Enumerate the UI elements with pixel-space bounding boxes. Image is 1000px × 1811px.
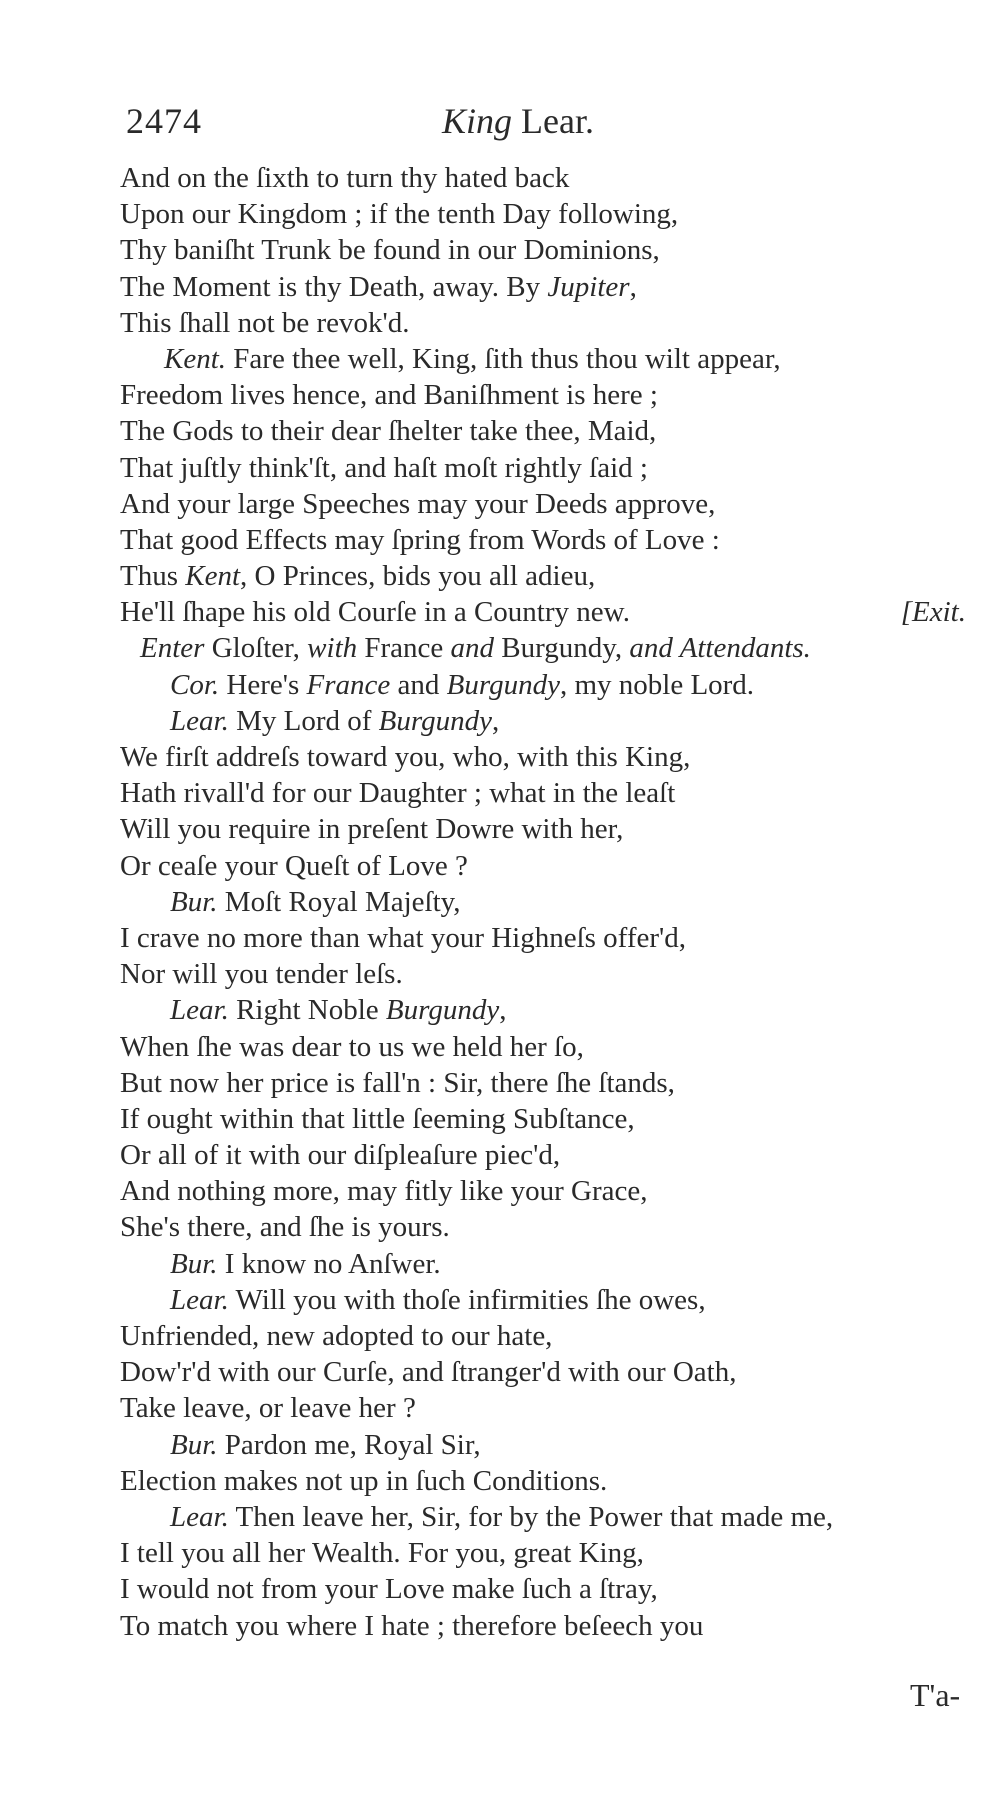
italic-text: Burgundy [385, 994, 500, 1027]
roman-text: Will you with thoſe infirmities ſhe owes, [228, 1283, 706, 1316]
roman-text: Fare thee well, King, ſith thus thou wilt appear, [226, 342, 781, 375]
roman-text: Right Noble [228, 994, 386, 1027]
roman-text: Freedom lives hence, and Baniſhment is here ; [120, 379, 658, 412]
text-line [120, 594, 980, 630]
italic-text: France [306, 668, 391, 701]
italic-text: Lear. [170, 1500, 229, 1533]
roman-text: Then leave her, Sir, for by the Power that made me, [228, 1500, 834, 1533]
roman-text: Hath rivall'd for our Daughter ; what in the leaſt [120, 777, 676, 810]
roman-text: , O Princes, bids you all adieu, [240, 560, 596, 593]
text-line [120, 1499, 980, 1535]
page-number: 2474 [126, 101, 202, 141]
roman-text: Take leave, or leave her ? [120, 1392, 416, 1425]
roman-text: , [629, 270, 637, 303]
italic-text: Enter [140, 632, 205, 665]
play-text [120, 160, 980, 1644]
text-line [120, 558, 980, 594]
text-line [120, 1427, 980, 1463]
text-line [120, 413, 980, 449]
text-line [120, 775, 980, 811]
roman-text: If ought within that little ſeeming Subſtance, [120, 1102, 635, 1135]
text-line [120, 1608, 980, 1644]
roman-text: Or all of it with our diſpleaſure piec'd, [120, 1139, 561, 1172]
text-line [120, 341, 980, 377]
catchword: T'a- [910, 1677, 961, 1713]
roman-text: That good Effects may ſpring from Words of Love : [120, 523, 720, 556]
italic-text: Burgundy [378, 704, 492, 737]
roman-text: When ſhe was dear to us we held her ſo, [120, 1030, 584, 1063]
text-line [120, 486, 980, 522]
running-header [126, 100, 946, 148]
italic-text: and [450, 632, 495, 665]
italic-text: Kent. [164, 342, 227, 375]
text-line [120, 1318, 980, 1354]
text-line [120, 232, 980, 268]
text-line [120, 811, 980, 847]
text-line [120, 305, 980, 341]
roman-text: Election makes not up in ſuch Conditions. [120, 1464, 608, 1497]
text-line [120, 522, 980, 558]
roman-text: Dow'r'd with our Curſe, and ſtranger'd with our Oath, [120, 1356, 737, 1389]
italic-text: Lear. [170, 1283, 229, 1316]
roman-text: And nothing more, may fitly like your Grace, [120, 1175, 648, 1208]
running-title-roman: Lear. [521, 101, 594, 141]
roman-text: The Gods to their dear ſhelter take thee, Maid, [120, 415, 657, 448]
text-line [120, 1101, 980, 1137]
roman-text: And your large Speeches may your Deeds approve, [120, 487, 716, 520]
text-line [120, 630, 980, 666]
roman-text: I would not from your Love make ſuch a ſtray, [120, 1573, 658, 1606]
text-line [120, 1246, 980, 1282]
roman-text: Here's [219, 668, 307, 701]
roman-text: But now her price is fall'n : Sir, there ſhe ſtands, [120, 1066, 675, 1099]
text-line [120, 1354, 980, 1390]
text-line [120, 667, 980, 703]
roman-text: Will you require in preſent Dowre with her, [120, 813, 624, 846]
roman-text: Thus [120, 560, 186, 593]
italic-text: Bur. [170, 1247, 218, 1280]
text-line [120, 920, 980, 956]
text-line [120, 1173, 980, 1209]
italic-text: Cor. [170, 668, 220, 701]
text-line [120, 1571, 980, 1607]
roman-text: And on the ſixth to turn thy hated back [120, 162, 570, 194]
italic-text: with [307, 632, 358, 665]
text-line [120, 1463, 980, 1499]
roman-text: and [390, 668, 447, 701]
roman-text: This ſhall not be revok'd. [120, 306, 410, 339]
italic-text: Bur. [170, 885, 218, 918]
roman-text: , my noble Lord. [559, 668, 755, 701]
roman-text: That juſtly think'ſt, and haſt moſt rightly ſaid ; [120, 451, 648, 484]
roman-text: My Lord of [228, 704, 379, 737]
italic-text: and Attendants. [629, 632, 811, 665]
roman-text: , [499, 994, 507, 1027]
text-line [120, 884, 980, 920]
text-line [120, 196, 980, 232]
roman-text: To match you where I hate ; therefore beſeech you [120, 1609, 704, 1642]
text-line [120, 1137, 980, 1173]
italic-text: Kent [185, 560, 241, 593]
roman-text: France [357, 632, 451, 665]
roman-text: Gloſter, [204, 632, 308, 665]
running-title-italic: King [442, 101, 513, 141]
roman-text: I know no Anſwer. [217, 1247, 441, 1280]
roman-text: We firſt addreſs toward you, who, with this King, [120, 741, 691, 773]
text-line [120, 160, 980, 196]
roman-text: I tell you all her Wealth. For you, great King, [120, 1537, 644, 1570]
roman-text: Thy baniſht Trunk be found in our Dominions, [120, 234, 660, 267]
italic-text: Burgundy [446, 668, 560, 701]
italic-text: Jupiter [547, 270, 630, 303]
roman-text: She's there, and ſhe is yours. [120, 1211, 450, 1244]
text-line [120, 1065, 980, 1101]
roman-text: Unfriended, new adopted to our hate, [120, 1320, 553, 1352]
text-line [120, 377, 980, 413]
text-line [120, 1535, 980, 1571]
text-line [120, 269, 980, 305]
italic-text: Lear. [170, 994, 229, 1027]
roman-text: Burgundy, [494, 632, 630, 665]
text-line [120, 1209, 980, 1245]
text-line [120, 1390, 980, 1426]
text-line [120, 1282, 980, 1318]
text-line [120, 1029, 980, 1065]
text-line [120, 992, 980, 1028]
roman-text: The Moment is thy Death, away. By [120, 270, 548, 303]
text-line [120, 739, 980, 775]
italic-text: Lear. [170, 704, 229, 737]
roman-text: Upon our Kingdom ; if the tenth Day following, [120, 198, 679, 231]
roman-text: Nor will you tender leſs. [120, 958, 403, 991]
text-line [120, 848, 980, 884]
stage-direction-exit: [Exit. [900, 596, 966, 629]
roman-text: I crave no more than what your Highneſs offer'd, [120, 921, 686, 954]
roman-text: Moſt Royal Majeſty, [217, 885, 461, 918]
text-line [120, 703, 980, 739]
running-title [442, 100, 594, 142]
roman-text: , [491, 704, 500, 737]
text-line [120, 450, 980, 486]
italic-text: Bur. [170, 1428, 218, 1461]
roman-text: Or ceaſe your Queſt of Love ? [120, 849, 468, 882]
roman-text: He'll ſhape his old Courſe in a Country new. [120, 596, 630, 629]
roman-text: Pardon me, Royal Sir, [217, 1428, 481, 1461]
text-line [120, 956, 980, 992]
